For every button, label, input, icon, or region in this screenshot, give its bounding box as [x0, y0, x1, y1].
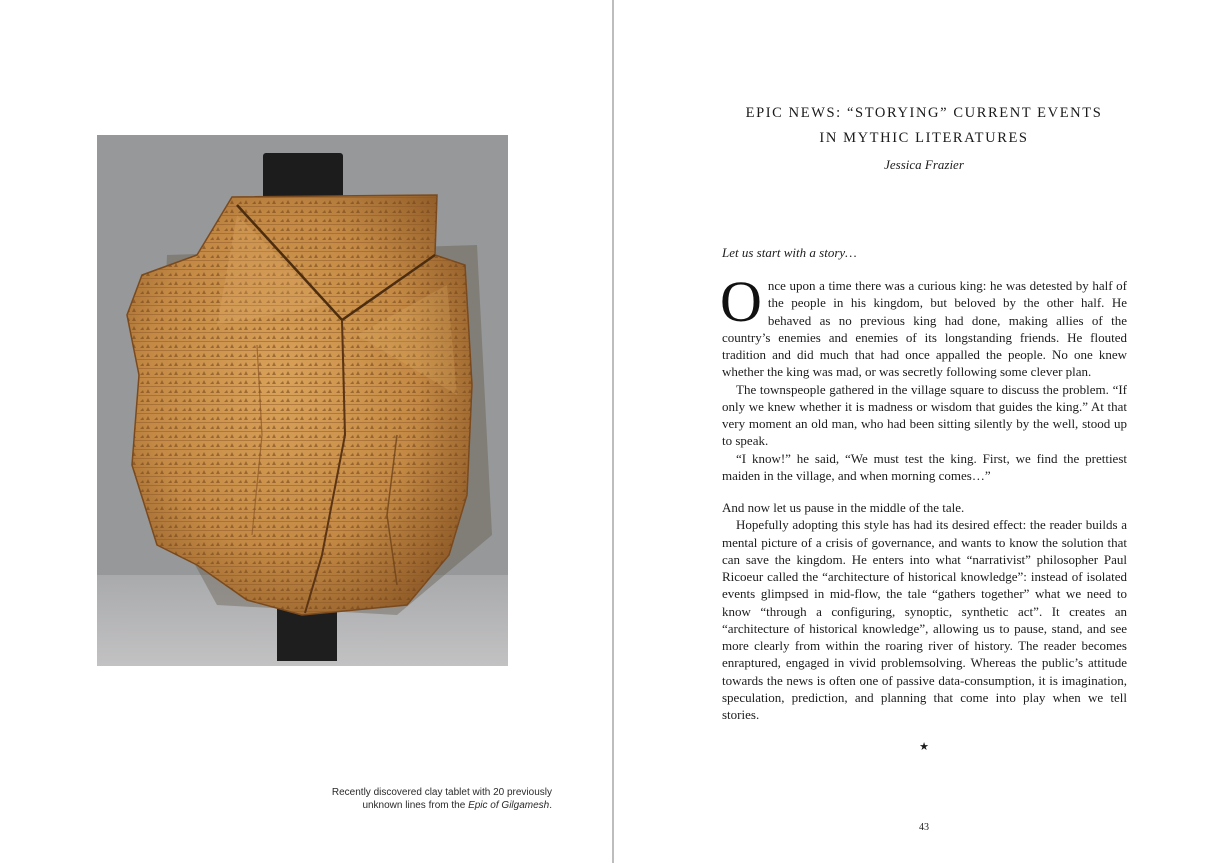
paragraph: And now let us pause in the middle of the tale.	[722, 500, 965, 515]
photo-caption	[252, 786, 552, 812]
paragraph: Hopefully adopting this style has had its desired effect: the reader builds a mental picture of a crisis of governance, and wants to know the solution that can save the kingdom. He enters into what “narrativist” philosopher Paul Ricoeur called the “architecture of historical knowledge”: instead of isolated events glimpsed in mid-flow, the tale “gathers together” what we need to know “through a configuring, synoptic, synthetic act”. It creates an “architecture of historical knowledge”, allowing us to pause, stand, and see more clearly from within the roaring river of history. The reader becomes enraptured, engaged in vivid problemsolving. Whereas the public’s attitude towards the news is often one of passive data-consumption, it is imagination, speculation, prediction, and planning that come into play when we tell stories.	[722, 517, 1127, 722]
caption-line-2	[252, 799, 552, 812]
right-page	[614, 0, 1226, 863]
caption-line-2-suffix: .	[549, 800, 552, 811]
section-separator-star-icon: ★	[919, 741, 929, 753]
clay-tablet-photo	[97, 135, 508, 666]
article-author: Jessica Frazier	[884, 157, 964, 172]
article-title-line-2: IN MYTHIC LITERATURES	[819, 130, 1029, 146]
article-title-line-1: EPIC NEWS: “STORYING” CURRENT EVENTS	[745, 105, 1103, 121]
paragraph: The townspeople gathered in the village square to discuss the problem. “If only we knew whether it is madness or wisdom that guides the king.” At that very moment an old man, who had been sitting silently by the well, stood up to speak.	[722, 381, 1127, 449]
analysis-block	[722, 499, 1127, 723]
left-page	[0, 0, 612, 863]
caption-book-title: Epic of Gilgamesh	[468, 800, 550, 811]
drop-cap: O	[720, 269, 762, 334]
paragraph-text: nce upon a time there was a curious king: he was detested by half of the people in his kingdom, but beloved by the other half. He behaved as no previous king had done, making allies of the country’s enemies and enemies of its longstanding friends. He flouted tradition and did much that had once appalled the people. No one knew whether the king was mad, or was secretly following some clever plan.	[722, 278, 1127, 380]
caption-line-2-prefix: unknown lines from the	[362, 800, 469, 811]
paragraph	[720, 269, 1127, 381]
story-block	[720, 269, 1127, 484]
article-lead: Let us start with a story…	[722, 245, 857, 260]
caption-line-1: Recently discovered clay tablet with 20 previously	[331, 787, 552, 798]
page-number: 43	[919, 822, 929, 833]
paragraph: “I know!” he said, “We must test the king. First, we find the prettiest maiden in the village, and when morning comes…”	[722, 450, 1127, 483]
